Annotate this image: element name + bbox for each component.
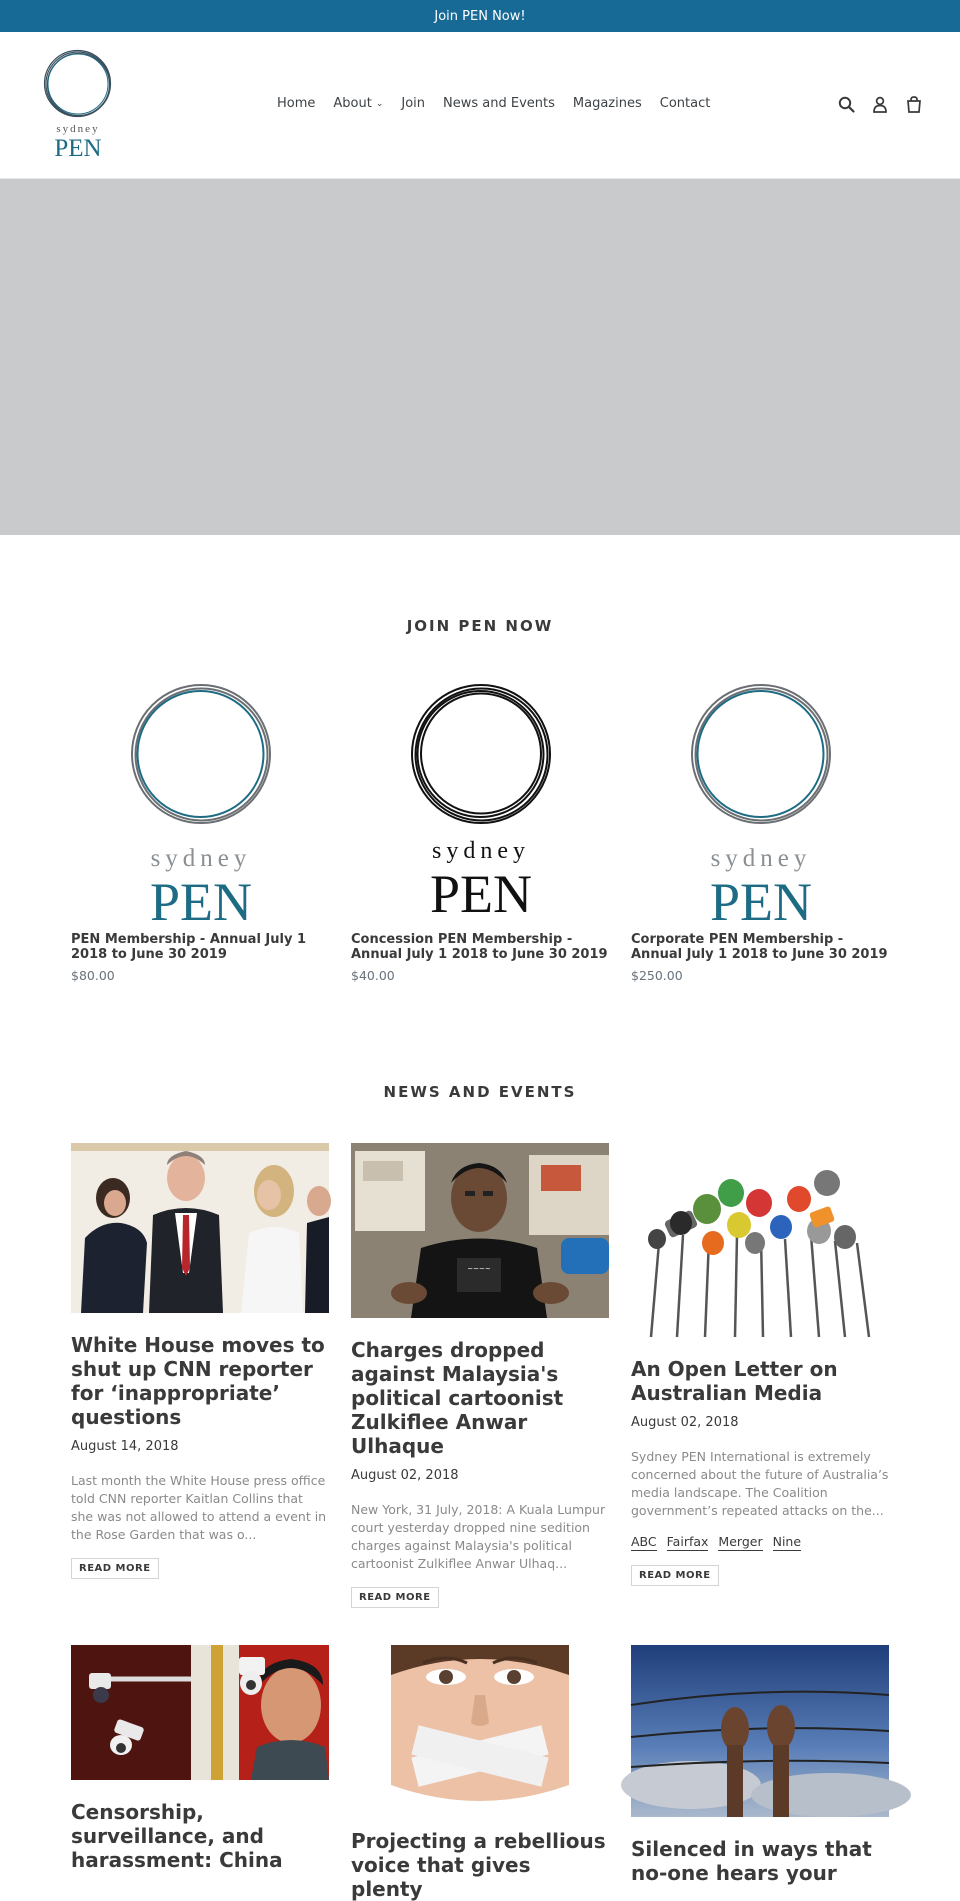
tag-link[interactable]: ABC [631, 1534, 657, 1549]
read-more-button[interactable]: READ MORE [351, 1587, 439, 1608]
product-logo-pen: PEN [429, 864, 533, 924]
article-title[interactable]: Charges dropped against Malaysia's political cartoonist Zulkiflee Anwar Ulhaque [351, 1338, 564, 1458]
product-image[interactable] [691, 684, 831, 932]
product-price: $40.00 [351, 968, 395, 983]
site-header [0, 32, 960, 179]
product-price: $250.00 [631, 968, 683, 983]
article-excerpt: Last month the White House press office told CNN reporter Kaitlan Collins that she was not allowed to attend a event in the Rose Garden that was o... [71, 1473, 327, 1542]
product-logo-sydney: sydney [150, 845, 252, 872]
article-image[interactable] [631, 1143, 889, 1337]
article-title[interactable]: White House moves to shut up CNN reporter for ‘inappropriate’ questions [71, 1333, 325, 1429]
account-icon[interactable] [870, 94, 890, 114]
product-logo-pen: PEN [709, 872, 813, 932]
product-image[interactable] [411, 684, 551, 924]
article-date: August 02, 2018 [351, 1468, 459, 1483]
article-card [351, 1143, 609, 1608]
nav-news-and-events[interactable]: News and Events [443, 96, 555, 111]
announcement-bar[interactable] [0, 0, 960, 32]
article-card [631, 1645, 889, 1885]
article-image[interactable] [631, 1645, 889, 1817]
read-more-button[interactable]: READ MORE [631, 1565, 719, 1586]
hero-slideshow [0, 179, 960, 535]
article-card [71, 1645, 329, 1872]
article-image[interactable] [71, 1143, 329, 1313]
article-excerpt: New York, 31 July, 2018: A Kuala Lumpur court yesterday dropped nine sedition charges against Malaysia's political cartoonist Zulkiflee Anwar Ulhaq... [351, 1502, 606, 1571]
product-title[interactable]: Concession PEN Membership - Annual July 1 2018 to June 30 2019 [351, 932, 608, 962]
article-excerpt: Sydney PEN International is extremely concerned about the future of Australia’s media landscape. The Coalition government’s repeated attacks on the... [631, 1449, 889, 1518]
article-title[interactable]: Silenced in ways that no-one hears your [631, 1837, 872, 1885]
nav-contact[interactable]: Contact [659, 96, 711, 111]
search-icon[interactable] [836, 94, 856, 114]
tag-link[interactable]: Nine [772, 1534, 802, 1549]
join-section-title: JOIN PEN NOW [406, 617, 554, 635]
article-image[interactable] [351, 1645, 609, 1807]
article-date: August 14, 2018 [71, 1439, 179, 1454]
tag-link[interactable]: Merger [718, 1534, 763, 1549]
article-title[interactable]: An Open Letter on Australian Media [631, 1357, 838, 1405]
header-icons [836, 94, 924, 114]
product-card[interactable] [631, 684, 891, 983]
article-card [631, 1143, 889, 1586]
product-logo-sydney: sydney [710, 845, 812, 872]
article-title[interactable]: Censorship, surveillance, and harassment: China [71, 1800, 283, 1872]
site-logo[interactable] [40, 50, 116, 162]
svg-text:~~~~: ~~~~ [467, 1265, 491, 1273]
main-nav [268, 96, 719, 111]
chevron-down-icon: ⌄ [375, 98, 384, 109]
product-card[interactable] [71, 684, 331, 983]
logo-text-pen: PEN [54, 135, 102, 162]
announcement-text[interactable]: Join PEN Now! [434, 8, 526, 24]
article-tags [631, 1534, 889, 1551]
product-image[interactable] [131, 684, 271, 932]
product-card[interactable] [351, 684, 611, 983]
article-card [71, 1143, 329, 1579]
product-price: $80.00 [71, 968, 115, 983]
article-image[interactable] [351, 1143, 609, 1318]
article-card [351, 1645, 609, 1901]
article-image[interactable] [71, 1645, 329, 1780]
product-title[interactable]: PEN Membership - Annual July 1 2018 to June 30 2019 [71, 932, 307, 962]
nav-home[interactable]: Home [277, 96, 316, 111]
article-title[interactable]: Projecting a rebellious voice that gives plenty [351, 1829, 606, 1901]
cart-icon[interactable] [904, 94, 924, 114]
product-logo-pen: PEN [149, 872, 253, 932]
nav-about[interactable]: About ⌄ [333, 96, 384, 111]
logo-text-sydney: sydney [56, 123, 100, 135]
news-section-title: NEWS AND EVENTS [383, 1083, 577, 1101]
tag-link[interactable]: Fairfax [666, 1534, 709, 1549]
nav-join[interactable]: Join [401, 96, 426, 111]
article-date: August 02, 2018 [631, 1415, 739, 1430]
nav-magazines[interactable]: Magazines [572, 96, 642, 111]
product-logo-sydney: sydney [432, 838, 530, 864]
product-title[interactable]: Corporate PEN Membership - Annual July 1 2018 to June 30 2019 [631, 932, 888, 962]
read-more-button[interactable]: READ MORE [71, 1558, 159, 1579]
